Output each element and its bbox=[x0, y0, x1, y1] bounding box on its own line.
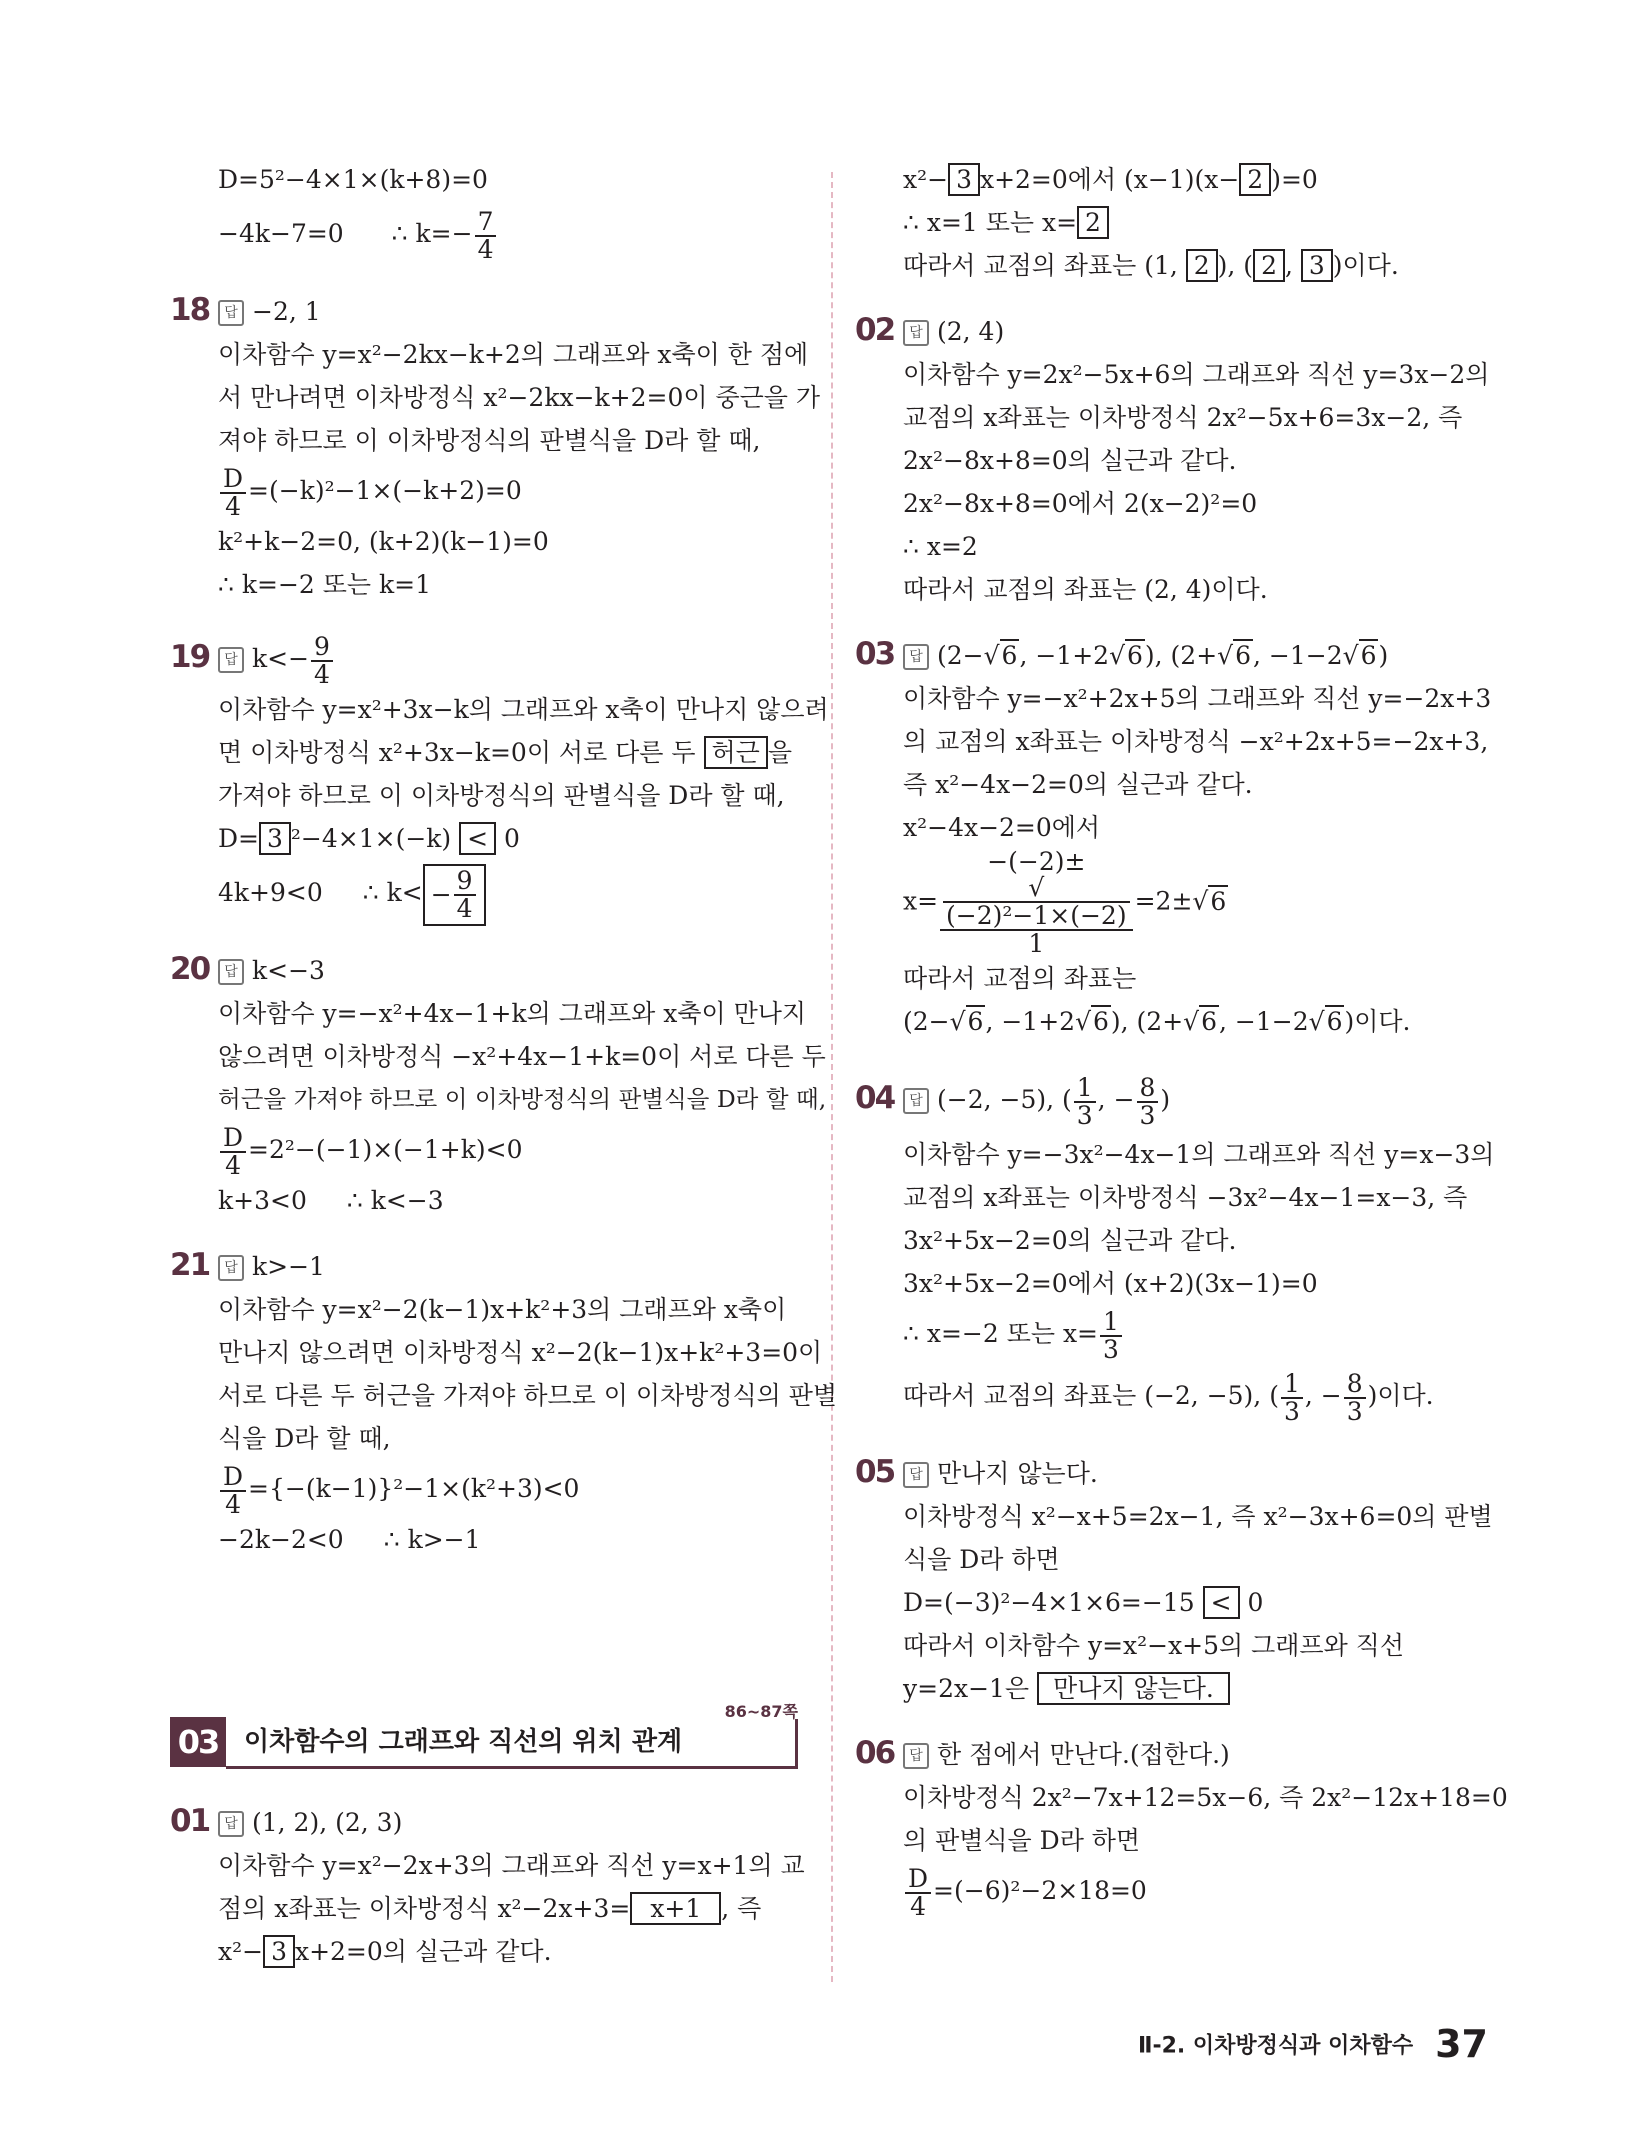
fraction: −(−2)± √ (−2)²−1×(−2) 1 bbox=[940, 849, 1133, 957]
answer-text: −2, 1 bbox=[252, 297, 321, 326]
problem-04 bbox=[855, 1065, 1505, 1429]
equation-line: D=(−3)²−4×1×6=−15 < 0 bbox=[903, 1588, 1264, 1617]
problem-01 bbox=[170, 1800, 810, 1973]
text-line: 교점의 x좌표는 이차방정식 −3x²−4x−1=x−3, 즉 bbox=[903, 1183, 1468, 1212]
text-line: 면 이차방정식 x²+3x−k=0이 서로 다른 두 허근 을 bbox=[218, 738, 792, 767]
equation-line: x²−4x−2=0에서 bbox=[903, 813, 1101, 842]
equation-line: ∴ x=1 또는 x= 2 bbox=[855, 201, 1505, 244]
text-line: 식을 D라 하면 bbox=[903, 1545, 1060, 1574]
section-rule bbox=[226, 1766, 798, 1769]
equation-line: x= −(−2)± √ (−2)²−1×(−2) 1 =2±√6 bbox=[903, 847, 1227, 958]
right-column bbox=[855, 158, 1508, 1921]
problem-number: 02 bbox=[855, 312, 895, 348]
problem-20 bbox=[170, 948, 827, 1222]
blank-box: 2 bbox=[1186, 249, 1218, 282]
section-number: 03 bbox=[170, 1717, 226, 1767]
answer-text: 만나지 않는다. bbox=[937, 1459, 1098, 1488]
problem-19 bbox=[170, 628, 829, 926]
fraction: $\frac{1}{3}$ bbox=[1074, 1075, 1096, 1129]
fraction: $\frac{7}{4}$ bbox=[475, 209, 497, 263]
answer-icon: 답 bbox=[218, 647, 244, 673]
blank-box: x+1 bbox=[630, 1892, 721, 1925]
text-line: 져야 하므로 이 이차방정식의 판별식을 D라 할 때, bbox=[218, 426, 761, 455]
equation-line: ∴ x=−2 또는 x= $\frac{1}{3}$ bbox=[855, 1305, 1505, 1363]
equation-line: k+3<0 ∴ k<−3 bbox=[218, 1186, 444, 1215]
text-line: 교점의 x좌표는 이차방정식 2x²−5x+6=3x−2, 즉 bbox=[903, 403, 1463, 432]
blank-box: 2 bbox=[1077, 206, 1109, 239]
problem-header bbox=[855, 1451, 1505, 1495]
fraction: $\frac{1}{3}$ bbox=[1281, 1371, 1303, 1425]
fraction: $\frac{D}{4}$ bbox=[220, 1125, 246, 1179]
problem-header: 04 답 (−2, −5), ( $\frac{1}{3}$ , − $\frac{8}{3}$ ) bbox=[855, 1065, 1505, 1133]
fraction: $\frac{8}{3}$ bbox=[1344, 1371, 1366, 1425]
problem-header: 19 답 k<− $\frac{9}{4}$ bbox=[170, 628, 810, 688]
section-header bbox=[170, 1702, 798, 1773]
page-footer bbox=[1138, 2022, 1488, 2066]
text-line: y=2x−1은 만나지 않는다. bbox=[855, 1667, 1505, 1710]
section-title: 이차함수의 그래프와 직선의 위치 관계 bbox=[244, 1727, 683, 1757]
text-line: 이차함수 y=x²−2x+3의 그래프와 직선 y=x+1의 교 bbox=[218, 1851, 805, 1880]
problem-21 bbox=[170, 1244, 838, 1561]
answer-text: k>−1 bbox=[252, 1252, 325, 1281]
problem-06 bbox=[855, 1732, 1508, 1921]
text-line: 2x²−8x+8=0의 실근과 같다. bbox=[903, 446, 1237, 475]
problem-header bbox=[855, 309, 1505, 353]
answer-icon: 답 bbox=[218, 1255, 244, 1281]
blank-box: 만나지 않는다. bbox=[1037, 1672, 1230, 1705]
intro-block bbox=[170, 158, 810, 267]
blank-box: 3 bbox=[259, 822, 291, 855]
text-line: (2−√6, −1+2√6), (2+√6, −1−2√6)이다. bbox=[903, 1007, 1411, 1036]
text-line: 이차함수 y=x²−2(k−1)x+k²+3의 그래프와 x축이 bbox=[218, 1295, 787, 1324]
text-line: 따라서 교점의 좌표는 bbox=[903, 964, 1137, 993]
answer-icon: 답 bbox=[903, 320, 929, 346]
text-line: 만나지 않으려면 이차방정식 x²−2(k−1)x+k²+3=0이 bbox=[218, 1338, 823, 1367]
text-line: 식을 D라 할 때, bbox=[218, 1424, 391, 1453]
column-divider bbox=[831, 172, 833, 1982]
answer-text: (1, 2), (2, 3) bbox=[252, 1808, 403, 1837]
fraction: $\frac{D}{4}$ bbox=[220, 466, 246, 520]
equation-line: $\frac{D}{4}$ =2²−(−1)×(−1+k)<0 bbox=[170, 1121, 810, 1179]
text-line: 서로 다른 두 허근을 가져야 하므로 이 이차방정식의 판별 bbox=[218, 1381, 838, 1410]
equation-line: D=5²−4×1×(k+8)=0 bbox=[218, 165, 488, 194]
equation-line: ∴ x=2 bbox=[903, 532, 978, 561]
problem-number: 18 bbox=[170, 292, 210, 328]
text-line: 이차함수 y=−x²+2x+5의 그래프와 직선 y=−2x+3 bbox=[903, 684, 1492, 713]
text-line: 않으려면 이차방정식 −x²+4x−1+k=0이 서로 다른 두 bbox=[218, 1042, 826, 1071]
fraction: $\frac{9}{4}$ bbox=[454, 868, 476, 922]
fraction: $\frac{D}{4}$ bbox=[905, 1866, 931, 1920]
text-line: 따라서 이차함수 y=x²−x+5의 그래프와 직선 bbox=[903, 1631, 1404, 1660]
answer-icon: 답 bbox=[903, 644, 929, 670]
text-line: 따라서 교점의 좌표는 (1, 2 ), ( 2 , 3 )이다. bbox=[903, 251, 1399, 280]
fraction: $\frac{1}{3}$ bbox=[1100, 1309, 1122, 1363]
blank-box: 3 bbox=[263, 1935, 295, 1968]
answer-icon: 답 bbox=[218, 1811, 244, 1837]
problem-number: 03 bbox=[855, 636, 895, 672]
problem-header bbox=[170, 1800, 810, 1844]
problem-header bbox=[855, 1732, 1505, 1776]
fraction: $\frac{9}{4}$ bbox=[311, 634, 333, 688]
text-line: 이차방정식 x²−x+5=2x−1, 즉 x²−3x+6=0의 판별 bbox=[903, 1502, 1493, 1531]
text-line: 즉 x²−4x−2=0의 실근과 같다. bbox=[903, 770, 1253, 799]
text-line: 서 만나려면 이차방정식 x²−2kx−k+2=0이 중근을 가 bbox=[218, 383, 821, 412]
text-line: 이차함수 y=x²+3x−k의 그래프와 x축이 만나지 않으려 bbox=[218, 695, 829, 724]
text-line: 가져야 하므로 이 이차방정식의 판별식을 D라 할 때, bbox=[218, 781, 785, 810]
answer-icon: 답 bbox=[903, 1743, 929, 1769]
answer-icon: 답 bbox=[903, 1462, 929, 1488]
problem-header bbox=[170, 948, 810, 992]
section-pages: 86~87쪽 bbox=[724, 1702, 798, 1721]
equation-line: −2k−2<0 ∴ k>−1 bbox=[218, 1525, 481, 1554]
problem-02 bbox=[855, 309, 1505, 611]
problem-05 bbox=[855, 1451, 1505, 1710]
problem-number: 06 bbox=[855, 1735, 895, 1771]
problem-03 bbox=[855, 633, 1505, 1043]
text-line: 따라서 교점의 좌표는 (−2, −5), ( $\frac{1}{3}$ , − $\frac{8}{3}$ )이다. bbox=[903, 1368, 1434, 1426]
left-column bbox=[170, 158, 838, 1561]
answer-text: k<−3 bbox=[252, 956, 325, 985]
blank-box: 허근 bbox=[704, 736, 768, 769]
text-line: 의 판별식을 D라 하면 bbox=[903, 1826, 1141, 1855]
equation-line: k²+k−2=0, (k+2)(k−1)=0 bbox=[218, 527, 549, 556]
text-line: 따라서 교점의 좌표는 (2, 4)이다. bbox=[903, 575, 1268, 604]
answer-text: 한 점에서 만난다.(접한다.) bbox=[937, 1740, 1230, 1769]
text-line: 이차함수 y=−x²+4x−1+k의 그래프와 x축이 만나지 bbox=[218, 999, 807, 1028]
problem-header bbox=[170, 289, 810, 333]
equation-line: 4k+9<0 ∴ k< − $\frac{9}{4}$ bbox=[170, 860, 810, 926]
problem-number: 21 bbox=[170, 1247, 210, 1283]
problem-01-continued bbox=[855, 158, 1505, 287]
equation-line: x²− 3 x+2=0에서 (x−1)(x− 2 )=0 bbox=[903, 165, 1318, 194]
problem-header bbox=[170, 1244, 810, 1288]
blank-box: 2 bbox=[1253, 249, 1285, 282]
problem-number: 04 bbox=[855, 1080, 895, 1116]
blank-box: 2 bbox=[1239, 163, 1271, 196]
blank-box: 3 bbox=[948, 163, 980, 196]
text-line: 이차방정식 2x²−7x+12=5x−6, 즉 2x²−12x+18=0 bbox=[903, 1783, 1508, 1812]
page-number: 37 bbox=[1435, 2022, 1488, 2066]
text-line: 허근을 가져야 하므로 이 이차방정식의 판별식을 D라 할 때, bbox=[218, 1085, 827, 1113]
equation-line: 3x²+5x−2=0에서 (x+2)(3x−1)=0 bbox=[903, 1269, 1318, 1298]
text-line: 이차함수 y=2x²−5x+6의 그래프와 직선 y=3x−2의 bbox=[903, 360, 1490, 389]
answer-icon: 답 bbox=[218, 300, 244, 326]
blank-box: < bbox=[459, 822, 496, 855]
fraction: $\frac{8}{3}$ bbox=[1137, 1075, 1159, 1129]
text-line: x²− 3 x+2=0의 실근과 같다. bbox=[218, 1937, 552, 1966]
text-line: 이차함수 y=−3x²−4x−1의 그래프와 직선 y=x−3의 bbox=[903, 1140, 1495, 1169]
blank-box: 3 bbox=[1301, 249, 1333, 282]
equation-line: 2x²−8x+8=0에서 2(x−2)²=0 bbox=[903, 489, 1258, 518]
answer-icon: 답 bbox=[218, 959, 244, 985]
equation-line: $\frac{D}{4}$ =(−6)²−2×18=0 bbox=[855, 1862, 1505, 1920]
problem-number: 20 bbox=[170, 951, 210, 987]
equation-line: $\frac{D}{4}$ =(−k)²−1×(−k+2)=0 bbox=[170, 462, 810, 520]
text-line: 의 교점의 x좌표는 이차방정식 −x²+2x+5=−2x+3, bbox=[903, 727, 1489, 756]
equation-line: $\frac{D}{4}$ ={−(k−1)}²−1×(k²+3)<0 bbox=[170, 1460, 810, 1518]
problem-number: 05 bbox=[855, 1454, 895, 1490]
answer-icon: 답 bbox=[903, 1088, 929, 1114]
equation-line: ∴ k=−2 또는 k=1 bbox=[218, 570, 431, 599]
text-line: 3x²+5x−2=0의 실근과 같다. bbox=[903, 1226, 1237, 1255]
problem-18 bbox=[170, 289, 821, 606]
text-line: 이차함수 y=x²−2kx−k+2의 그래프와 x축이 한 점에 bbox=[218, 340, 809, 369]
chapter-label: Ⅱ-2. 이차방정식과 이차함수 bbox=[1137, 2033, 1414, 2059]
fraction: $\frac{D}{4}$ bbox=[220, 1464, 246, 1518]
problem-number: 01 bbox=[170, 1803, 210, 1839]
answer-text: (2, 4) bbox=[937, 317, 1005, 346]
blank-box: − $\frac{9}{4}$ bbox=[423, 864, 486, 926]
blank-box: < bbox=[1203, 1586, 1240, 1619]
equation-line: D= 3 ²−4×1×(−k) < 0 bbox=[218, 824, 520, 853]
text-line: 점의 x좌표는 이차방정식 x²−2x+3= x+1 , 즉 bbox=[218, 1894, 762, 1923]
problem-header: 03 답 (2−√6, −1+2√6), (2+√6, −1−2√6) bbox=[855, 633, 1505, 677]
equation-line: −4k−7=0 ∴ k=− $\frac{7}{4}$ bbox=[170, 201, 810, 267]
section-rule-vertical bbox=[795, 1719, 798, 1769]
problem-number: 19 bbox=[170, 639, 210, 675]
